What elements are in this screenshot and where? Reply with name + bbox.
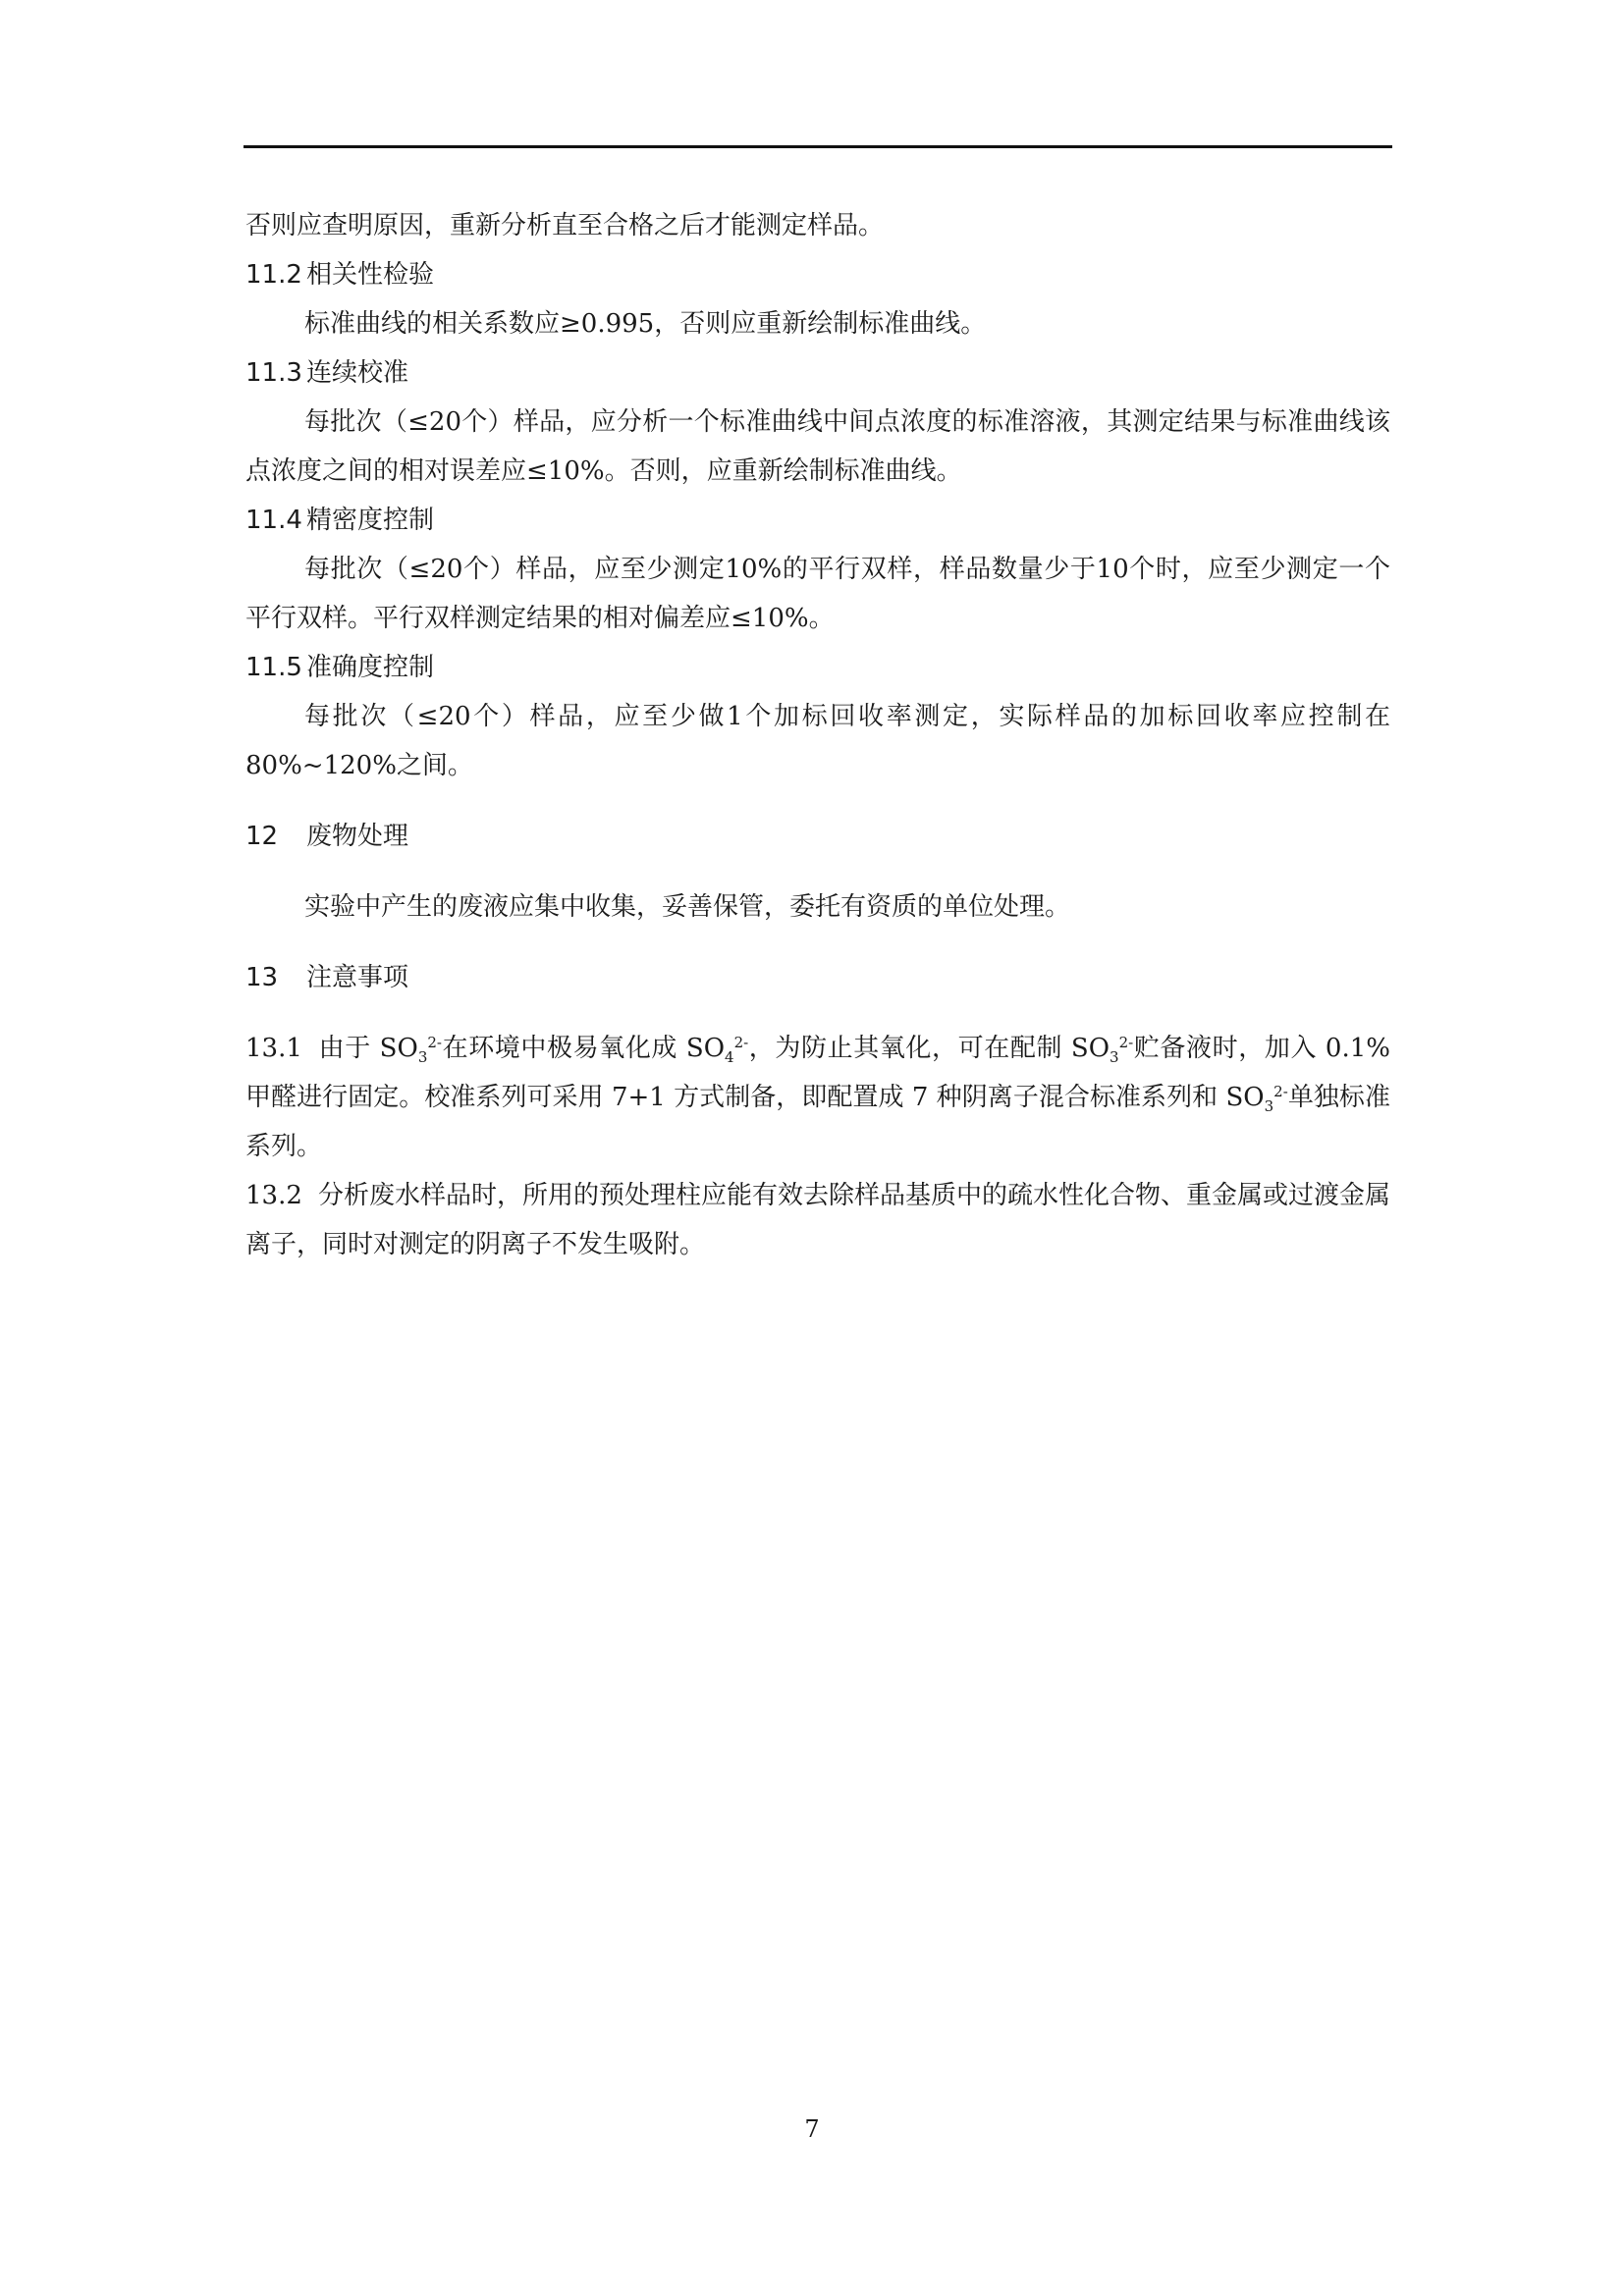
- paragraph-11-4: 每批次（≤20个）样品，应至少测定10%的平行双样，样品数量少于10个时，应至少测定一个平行双样。平行双样测定结果的相对偏差应≤10%。: [245, 555, 1390, 633]
- continuation-paragraph: 否则应查明原因，重新分析直至合格之后才能测定样品。: [245, 211, 885, 240]
- heading-11-2: [245, 250, 1390, 299]
- heading-number: 13: [245, 963, 279, 992]
- paragraph-11-2: 标准曲线的相关系数应≥0.995，否则应重新绘制标准曲线。: [304, 309, 987, 339]
- paragraph-13-1: [245, 1024, 1390, 1171]
- heading-number: 11.5: [245, 653, 302, 682]
- paragraph-number: 13.2: [245, 1181, 302, 1210]
- superscript: 2-: [427, 1034, 442, 1051]
- heading-title: 连续校准: [306, 358, 409, 388]
- paragraph-11-5: 每批次（≤20个）样品，应至少做1个加标回收率测定，实际样品的加标回收率应控制在80%~120%之间。: [245, 702, 1390, 780]
- paragraph-13-2: [245, 1171, 1390, 1269]
- page-number: 7: [804, 2115, 820, 2143]
- header-rule: [244, 145, 1392, 148]
- paragraph-number: 13.1: [245, 1034, 302, 1063]
- heading-title: 相关性检验: [306, 260, 435, 290]
- heading-number: 11.3: [245, 358, 302, 388]
- heading-11-3: [245, 348, 1390, 398]
- page-content: [245, 201, 1390, 1269]
- subscript: 3: [1264, 1097, 1274, 1115]
- heading-title: 准确度控制: [306, 653, 435, 682]
- superscript: 2-: [1118, 1034, 1134, 1051]
- heading-13: [245, 953, 1390, 1002]
- subscript: 4: [725, 1048, 734, 1066]
- heading-number: 12: [245, 822, 279, 851]
- paragraph-11-3: 每批次（≤20个）样品，应分析一个标准曲线中间点浓度的标准溶液，其测定结果与标准曲线该点浓度之间的相对误差应≤10%。否则，应重新绘制标准曲线。: [245, 407, 1390, 486]
- text-run: 贮备液时，加入 0.1%甲醛进行固定。校准系列可采用 7+1 方式制备，即配置成 7 种阴离子混合标准系列和 SO: [245, 1034, 1390, 1112]
- heading-11-5: [245, 643, 1390, 692]
- heading-11-4: [245, 496, 1390, 545]
- text-run: 单独标准系列。: [245, 1083, 1390, 1161]
- text-run: 分析废水样品时，所用的预处理柱应能有效去除样品基质中的疏水性化合物、重金属或过渡金属离子，同时对测定的阴离子不发生吸附。: [245, 1181, 1391, 1259]
- heading-number: 11.4: [245, 506, 302, 535]
- heading-12: [245, 812, 1390, 861]
- subscript: 3: [1110, 1048, 1119, 1066]
- heading-title: 精密度控制: [306, 506, 435, 535]
- superscript: 2-: [1273, 1083, 1288, 1100]
- paragraph-12: 实验中产生的废液应集中收集，妥善保管，委托有资质的单位处理。: [304, 892, 1071, 922]
- heading-number: 11.2: [245, 260, 302, 290]
- heading-title: 注意事项: [306, 963, 409, 992]
- subscript: 3: [417, 1048, 428, 1066]
- text-run: ，为防止其氧化，可在配制 SO: [748, 1034, 1110, 1063]
- text-run: 在环境中极易氧化成 SO: [441, 1034, 726, 1063]
- superscript: 2-: [733, 1034, 749, 1051]
- heading-title: 废物处理: [306, 822, 409, 851]
- text-run: 由于 SO: [318, 1034, 418, 1063]
